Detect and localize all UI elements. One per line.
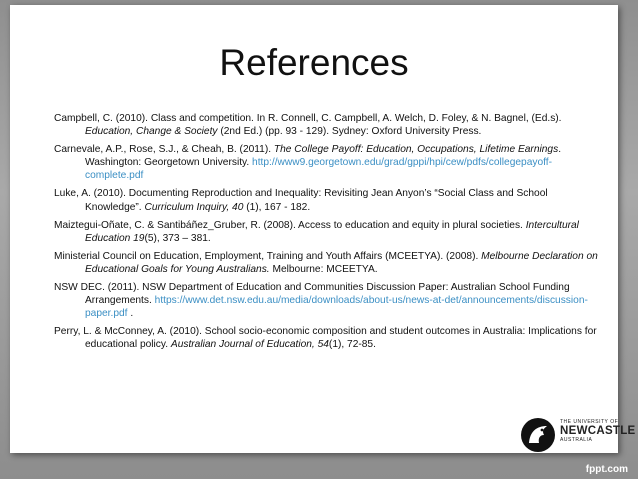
reference-text: . Washington: Georgetown University. — [85, 144, 562, 169]
reference-text: Campbell, C. (2010). Class and competition. In R. Connell, C. Campbell, A. Welch, D. Foley, & N. Bagnel, (Ed.s). — [54, 113, 562, 124]
slide-title: References — [219, 42, 409, 83]
reference-item — [54, 187, 606, 213]
newcastle-crest-icon — [520, 417, 556, 453]
reference-italic-text: The College Payoff: Education, Occupations, Lifetime Earnings — [273, 144, 559, 156]
reference-text: Luke, A. (2010). Documenting Reproduction and Inequality: Revisiting Jean Anyon’s “Social Class and School Knowledge”. — [54, 188, 548, 213]
reference-text: NSW DEC. (2011). NSW Department of Education and Communities Discussion Paper: Australian School Funding Arrangements. — [54, 282, 570, 307]
reference-link[interactable]: http://www9.georgetown.edu/grad/gppi/hpi/cew/pdfs/collegepayoff-complete.pdf — [85, 157, 553, 182]
reference-text: (1), 72-85. — [328, 339, 376, 351]
reference-text: Melbourne: MCEETYA. — [269, 263, 378, 275]
logo-line-2: NEWCASTLE — [560, 425, 636, 437]
logo-text — [560, 419, 636, 443]
reference-text: (1), 167 - 182. — [243, 201, 311, 213]
reference-item — [54, 250, 606, 276]
reference-text: . — [127, 308, 134, 320]
reference-text: (2nd Ed.) (pp. 93 - 129). Sydney: Oxford University Press. — [217, 126, 482, 138]
reference-text: Ministerial Council on Education, Employment, Training and Youth Affairs (MCEETYA). (2008). — [54, 250, 482, 262]
reference-item — [54, 112, 606, 138]
logo-line-3: AUSTRALIA — [560, 437, 593, 443]
reference-item — [54, 143, 606, 182]
reference-text: Perry, L. & McConney, A. (2010). School socio-economic composition and student outcomes in Australia: Implications for educational policy. — [54, 326, 597, 351]
reference-text: Carnevale, A.P., Rose, S.J., & Cheah, B. (2011). — [54, 144, 274, 156]
reference-text: (5), 373 – 381. — [144, 232, 211, 244]
reference-link[interactable]: https://www.det.nsw.edu.au/media/downloads/about-us/news-at-det/announcements/discussion-paper.pdf — [85, 295, 588, 320]
reference-item — [54, 325, 606, 351]
reference-italic-text: Curriculum Inquiry, 40 — [144, 201, 244, 213]
reference-text: Maiztegui-Oñate, C. & Santibáñez_Gruber, R. (2008). Access to education and equity in plural societies. — [54, 219, 526, 231]
reference-italic-text: Australian Journal of Education, 54 — [170, 339, 329, 351]
reference-italic-text: Education, Change & Society — [85, 126, 218, 138]
reference-italic-text: Melbourne Declaration on Educational Goals for Young Australians. — [85, 250, 598, 275]
university-logo — [520, 417, 636, 455]
reference-item — [54, 281, 606, 320]
reference-italic-text: Intercultural Education 19 — [85, 219, 579, 244]
reference-item — [54, 219, 606, 245]
slide — [10, 5, 636, 453]
footer-watermark: fppt.com — [585, 464, 628, 475]
reference-list — [54, 112, 606, 357]
logo-line-1: THE UNIVERSITY OF — [560, 419, 619, 425]
